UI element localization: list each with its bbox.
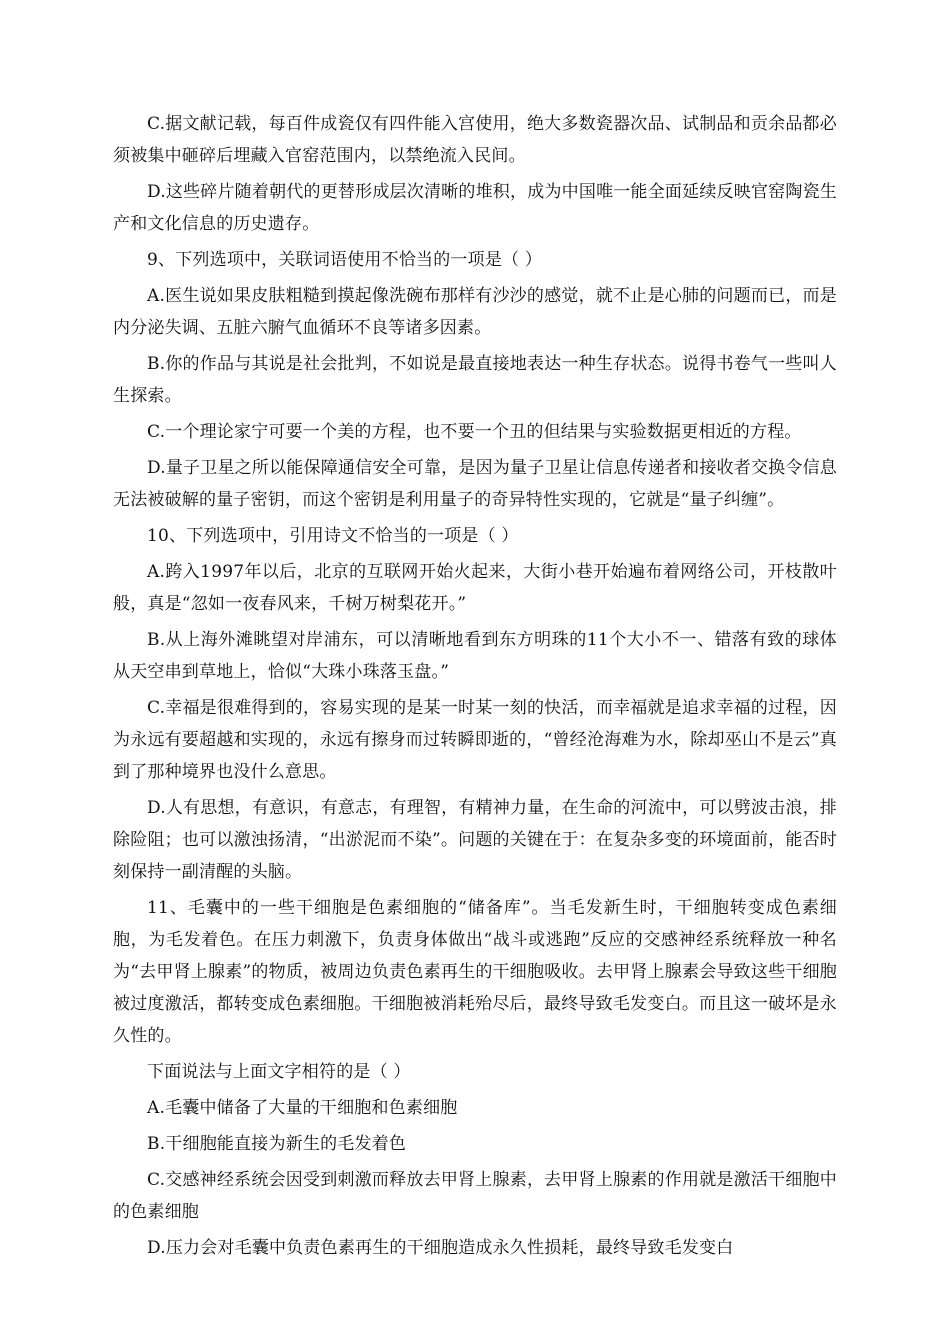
paragraph-option-11d: D.压力会对毛囊中负责色素再生的干细胞造成永久性损耗，最终导致毛发变白 <box>147 1238 734 1258</box>
paragraph-option-9a: A.医生说如果皮肤粗糙到摸起像洗碗布那样有沙沙的感觉，就不止是心肺的问题而已，而是内分泌失调、五脏六腑气血循环不良等诸多因素。 <box>113 286 837 338</box>
question-9: 9、下列选项中，关联词语使用不恰当的一项是（ ） <box>147 250 543 270</box>
paragraph-option-11b: B.干细胞能直接为新生的毛发着色 <box>147 1134 407 1154</box>
paragraph-option-8d: D.这些碎片随着朝代的更替形成层次清晰的堆积，成为中国唯一能全面延续反映官窑陶瓷生产和文化信息的历史遗存。 <box>113 182 837 234</box>
paragraph-option-9c: C.一个理论家宁可要一个美的方程，也不要一个丑的但结果与实验数据更相近的方程。 <box>147 422 802 442</box>
paragraph-option-10d: D.人有思想，有意识，有意志，有理智，有精神力量，在生命的河流中，可以劈波击浪，排除险阻；也可以激浊扬清，“出淤泥而不染”。问题的关键在于：在复杂多变的环境面前，能否时刻保持一副清醒的头脑。 <box>113 798 837 882</box>
paragraph-option-11c: C.交感神经系统会因受到刺激而释放去甲肾上腺素，去甲肾上腺素的作用就是激活干细胞中的色素细胞 <box>113 1170 837 1222</box>
paragraph-option-10a: A.跨入1997年以后，北京的互联网开始火起来，大街小巷开始遍布着网络公司，开枝散叶般，真是“忽如一夜春风来，千树万树梨花开。” <box>113 562 837 614</box>
paragraph-option-10c: C.幸福是很难得到的，容易实现的是某一时某一刻的快活，而幸福就是追求幸福的过程，因为永远有要超越和实现的，永远有擦身而过转瞬即逝的，“曾经沧海难为水，除却巫山不是云”真到了那种境界也没什么意思。 <box>113 698 837 782</box>
document-body <box>113 108 837 1264</box>
question-11-prompt: 下面说法与上面文字相符的是（ ） <box>147 1062 411 1082</box>
question-11-passage: 11、毛囊中的一些干细胞是色素细胞的“储备库”。当毛发新生时，干细胞转变成色素细胞，为毛发着色。在压力刺激下，负责身体做出“战斗或逃跑”反应的交感神经系统释放一种名为“去甲肾上腺素”的物质，被周边负责色素再生的干细胞吸收。去甲肾上腺素会导致这些干细胞被过度激活，都转变成色素细胞。干细胞被消耗殆尽后，最终导致毛发变白。而且这一破坏是永久性的。 <box>113 898 837 1046</box>
paragraph-option-11a: A.毛囊中储备了大量的干细胞和色素细胞 <box>147 1098 458 1118</box>
question-10: 10、下列选项中，引用诗文不恰当的一项是（ ） <box>147 526 519 546</box>
paragraph-option-9d: D.量子卫星之所以能保障通信安全可靠，是因为量子卫星让信息传递者和接收者交换令信息无法被破解的量子密钥，而这个密钥是利用量子的奇异特性实现的，它就是“量子纠缠”。 <box>113 458 837 510</box>
paragraph-option-10b: B.从上海外滩眺望对岸浦东，可以清晰地看到东方明珠的11个大小不一、错落有致的球体从天空串到草地上，恰似“大珠小珠落玉盘。” <box>113 630 837 682</box>
paragraph-option-9b: B.你的作品与其说是社会批判，不如说是最直接地表达一种生存状态。说得书卷气一些叫人生探索。 <box>113 354 837 406</box>
paragraph-option-8c: C.据文献记载，每百件成瓷仅有四件能入宫使用，绝大多数瓷器次品、试制品和贡余品都必须被集中砸碎后埋藏入官窑范围内，以禁绝流入民间。 <box>113 114 837 166</box>
